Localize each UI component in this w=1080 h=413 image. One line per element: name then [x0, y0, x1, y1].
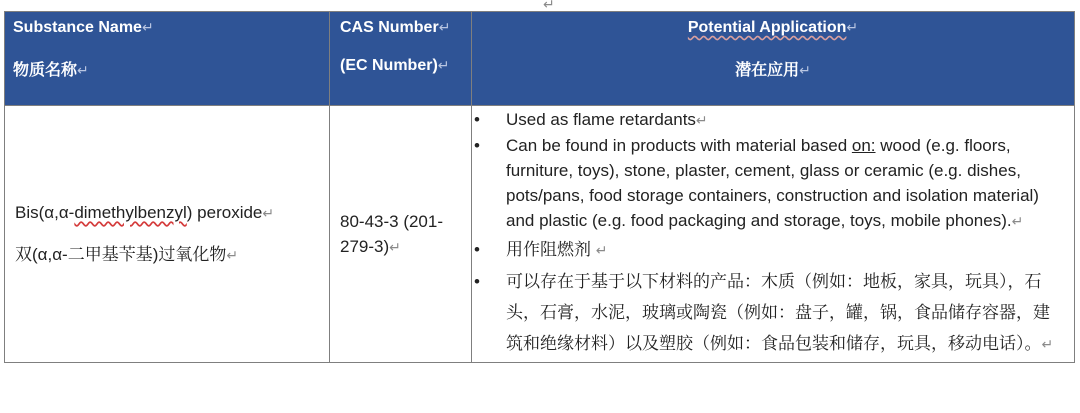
- list-item: [472, 133, 1066, 234]
- return-mark: ↵: [799, 62, 811, 78]
- spellcheck-word: dimethylbenzyl: [74, 203, 187, 222]
- header-substance-name-en: Substance Name: [13, 19, 142, 36]
- bullet-icon: •: [474, 136, 480, 155]
- substance-name-en: Bis(α,α-dimethylbenzyl) peroxide: [15, 203, 263, 222]
- header-application-cn: 潜在应用: [735, 62, 800, 79]
- cas-number-cell: [330, 106, 472, 363]
- header-cas-number: [330, 12, 472, 106]
- return-mark: ↵: [595, 242, 608, 258]
- application-text: 用作阻燃剂: [506, 240, 591, 259]
- return-mark: ↵: [226, 247, 239, 263]
- underlined-word: on:: [851, 136, 876, 155]
- substance-table: [4, 11, 1075, 363]
- bullet-icon: •: [474, 240, 480, 259]
- header-substance-name-cn: 物质名称: [13, 62, 78, 79]
- header-cas-line1: CAS Number: [340, 19, 439, 36]
- return-mark: ↵: [141, 19, 154, 35]
- header-application-en: Potential Application: [687, 19, 847, 36]
- header-potential-application: [472, 12, 1075, 106]
- table-header-row: [5, 12, 1075, 106]
- header-substance-name: [5, 12, 330, 106]
- return-mark: ↵: [77, 62, 89, 78]
- return-mark: ↵: [389, 238, 401, 255]
- paragraph-mark: ↵: [543, 0, 555, 12]
- return-mark: ↵: [262, 205, 275, 221]
- header-cas-line2: (EC Number): [340, 57, 438, 74]
- application-text: 可以存在于基于以下材料的产品：木质（例如：地板，家具，玩具），石头，石膏，水泥，玻璃或陶瓷（例如：盘子，罐，锅，食品储存容器，建筑和绝缘材料）以及塑胶（例如：食品包装和储存，玩具，移动电话）。: [506, 272, 1050, 353]
- application-text: Used as flame retardants: [506, 110, 696, 129]
- application-list: [472, 107, 1066, 360]
- return-mark: ↵: [846, 19, 859, 35]
- cas-number-value: 80-43-3 (201-279-3): [340, 211, 444, 256]
- return-mark: ↵: [1011, 213, 1024, 229]
- bullet-icon: •: [474, 110, 480, 129]
- list-item: [472, 107, 1066, 133]
- return-mark: ↵: [438, 19, 451, 35]
- return-mark: ↵: [437, 57, 450, 73]
- return-mark: ↵: [695, 112, 708, 128]
- application-cell: [472, 106, 1075, 363]
- table-row: [5, 106, 1075, 363]
- bullet-icon: •: [474, 272, 480, 291]
- list-item: [472, 234, 1066, 266]
- return-mark: ↵: [1041, 336, 1054, 352]
- substance-name-cell: [5, 106, 330, 363]
- substance-name-cn: 双(α,α-二甲基苄基)过氧化物: [15, 245, 227, 264]
- application-text: Can be found in products with material based on: wood (e.g. floors, furniture, toys), stone, plaster, cement, glass or ceramic (e.g. dishes, pots/pans, food storage containers, construction and isolation material) and plastic (e.g. food packaging and storage, toys, mobile phones).: [506, 136, 1039, 230]
- list-item: [472, 266, 1066, 360]
